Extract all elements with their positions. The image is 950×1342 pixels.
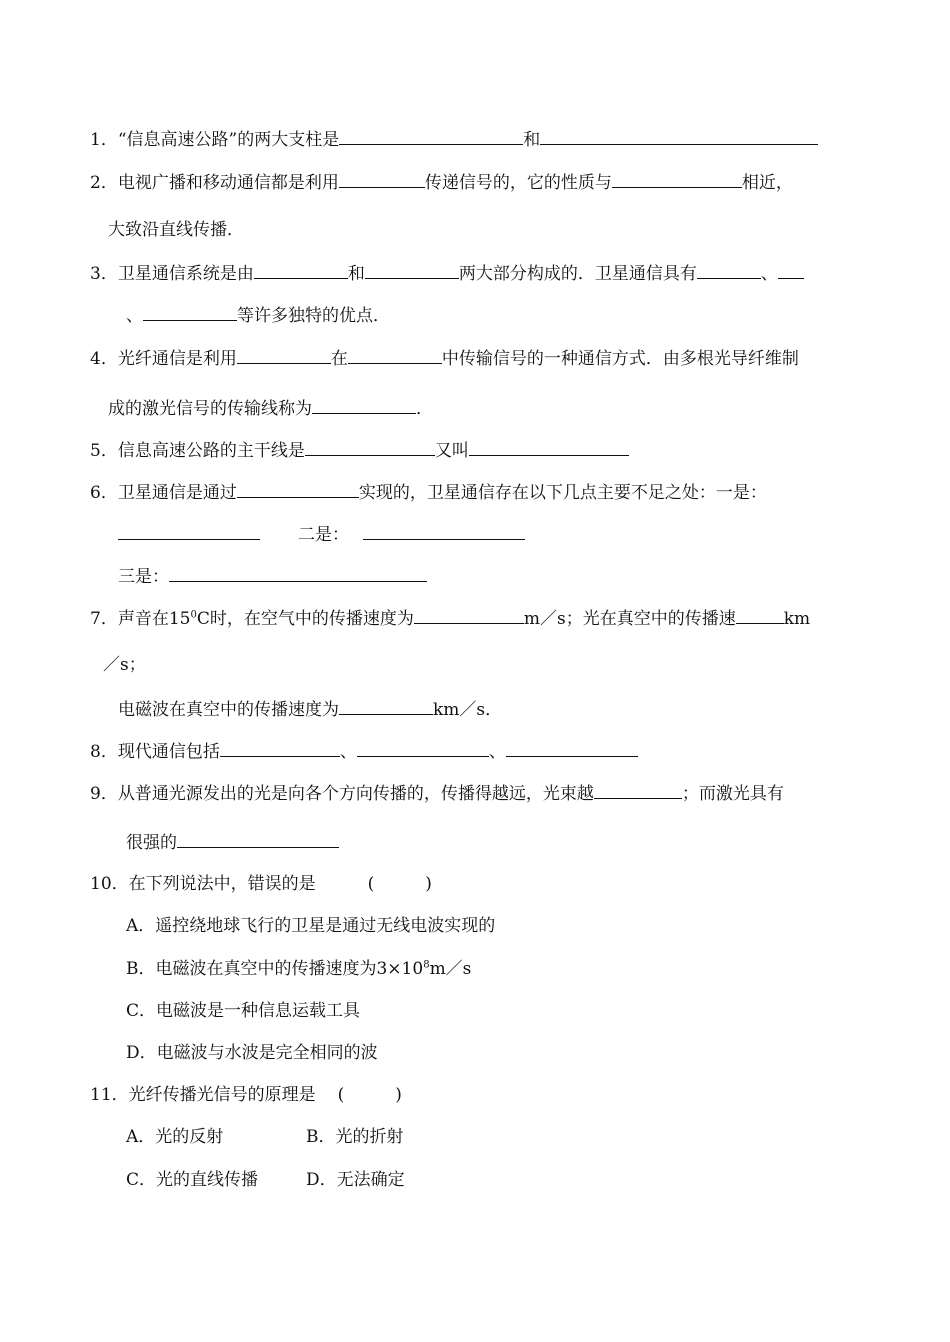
question-text: m／s；光在真空中的传播速 [523,609,736,629]
answer-blank[interactable] [506,739,638,757]
answer-blank[interactable] [312,396,416,414]
answer-blank[interactable] [220,739,340,757]
question-6-continued [118,522,525,546]
answer-blank[interactable] [254,261,348,279]
question-text: “信息高速公路”的两大支柱是 [117,130,340,150]
question-10 [90,873,432,895]
question-5 [90,438,629,462]
question-text: 相近， [741,173,793,193]
question-number: 3． [90,264,118,284]
option-a[interactable] [126,915,495,937]
option-c[interactable] [126,1169,258,1191]
answer-blank[interactable] [414,606,524,624]
question-text: 光纤传播光信号的原理是 [128,1085,316,1105]
answer-blank[interactable] [339,170,425,188]
question-7 [90,606,810,630]
question-text: 二是： [298,525,349,545]
question-text: 卫星通信系统是由 [117,264,254,284]
answer-blank[interactable] [169,564,427,582]
question-text: 、 [760,264,778,284]
answer-blank[interactable] [339,127,523,145]
question-text: 和 [347,264,365,284]
question-text: 传递信号的，它的性质与 [424,173,612,193]
answer-blank[interactable] [540,127,818,145]
answer-parentheses[interactable]: ( ) [367,874,432,894]
question-text: 电视广播和移动通信都是利用 [117,173,339,193]
question-text: 声音在15 [117,609,191,629]
question-3-continued [126,303,390,327]
option-text: C．光的直线传播 [126,1170,259,1190]
option-text: D．电磁波与水波是完全相同的波 [126,1043,378,1063]
question-9-continued [126,830,339,854]
answer-blank[interactable] [348,346,442,364]
answer-parentheses[interactable]: ( ) [337,1085,402,1105]
question-text: 三是： [118,567,169,587]
option-text: A．遥控绕地球飞行的卫星是通过无线电波实现的 [126,916,496,936]
question-text: 、 [126,306,143,326]
question-text: 实现的，卫星通信存在以下几点主要不足之处：一是： [358,483,767,503]
question-number: 2． [90,173,118,193]
answer-blank[interactable] [365,261,459,279]
question-number: 11． [90,1085,129,1105]
option-text: m／s [429,959,472,979]
question-text: 从普通光源发出的光是向各个方向传播的，传播得越远，光束越 [117,784,594,804]
question-text: 现代通信包括 [117,742,220,762]
question-number: 10． [90,874,129,894]
question-text: 、 [488,742,506,762]
question-text: km [783,609,811,629]
superscript: 8 [423,959,430,971]
question-2-continued [108,219,244,241]
question-6 [90,480,767,504]
question-text: ；而激光具有 [681,784,784,804]
question-4-continued [108,396,433,420]
answer-blank[interactable] [177,830,339,848]
question-text: 、 [339,742,357,762]
option-c[interactable] [126,1000,360,1022]
answer-blank[interactable] [363,522,525,540]
question-number: 7． [90,609,118,629]
question-number: 6． [90,483,118,503]
option-b[interactable] [126,958,471,980]
option-text: B．光的折射 [306,1127,404,1147]
question-6-continued [118,564,427,588]
question-text: ． [416,399,433,419]
answer-blank[interactable] [339,697,433,715]
option-a[interactable] [126,1126,223,1148]
question-text: 成的激光信号的传输线称为 [108,399,312,419]
question-text: 中传输信号的一种通信方式．由多根光导纤维制 [441,349,799,369]
answer-blank[interactable] [143,303,237,321]
answer-blank[interactable] [736,606,784,624]
question-number: 8． [90,742,118,762]
answer-blank[interactable] [118,522,260,540]
question-text: 光纤通信是利用 [117,349,237,369]
question-text: 等许多独特的优点． [237,306,390,326]
question-text: 信息高速公路的主干线是 [117,441,305,461]
option-text: B．电磁波在真空中的传播速度为3×10 [126,959,424,979]
question-7-continued [118,697,502,721]
answer-blank[interactable] [697,261,761,279]
question-number: 9． [90,784,118,804]
answer-blank[interactable] [778,261,804,279]
question-number: 4． [90,349,118,369]
question-9 [90,781,784,805]
question-text: km／s． [433,700,503,720]
question-8 [90,739,638,763]
question-4 [90,346,799,370]
answer-blank[interactable] [305,438,435,456]
answer-blank[interactable] [612,170,742,188]
answer-blank[interactable] [357,739,489,757]
option-d[interactable] [126,1042,378,1064]
question-1 [90,127,818,151]
question-number: 5． [90,441,118,461]
question-text: 在下列说法中，错误的是 [128,874,316,894]
question-text: 两大部分构成的．卫星通信具有 [458,264,697,284]
question-number: 1． [90,130,118,150]
option-b[interactable] [306,1126,404,1148]
question-text: 大致沿直线传播． [108,220,244,240]
question-3 [90,261,804,285]
question-text: 又叫 [434,441,469,461]
option-d[interactable] [306,1169,405,1191]
answer-blank[interactable] [237,480,359,498]
answer-blank[interactable] [469,438,629,456]
option-text: D．无法确定 [306,1170,405,1190]
question-11 [90,1084,402,1106]
option-text: A．光的反射 [126,1127,224,1147]
question-text: ／s； [103,655,146,675]
question-2 [90,170,793,194]
question-text: 电磁波在真空中的传播速度为 [118,700,339,720]
option-text: C．电磁波是一种信息运载工具 [126,1001,361,1021]
superscript: 0 [190,609,197,621]
question-text: 在 [330,349,348,369]
answer-blank[interactable] [594,781,682,799]
question-text: 卫星通信是通过 [117,483,237,503]
question-7-continued [103,654,146,676]
question-text: C时，在空气中的传播速度为 [196,609,414,629]
question-text: 很强的 [126,833,177,853]
answer-blank[interactable] [237,346,331,364]
question-text: 和 [523,130,541,150]
